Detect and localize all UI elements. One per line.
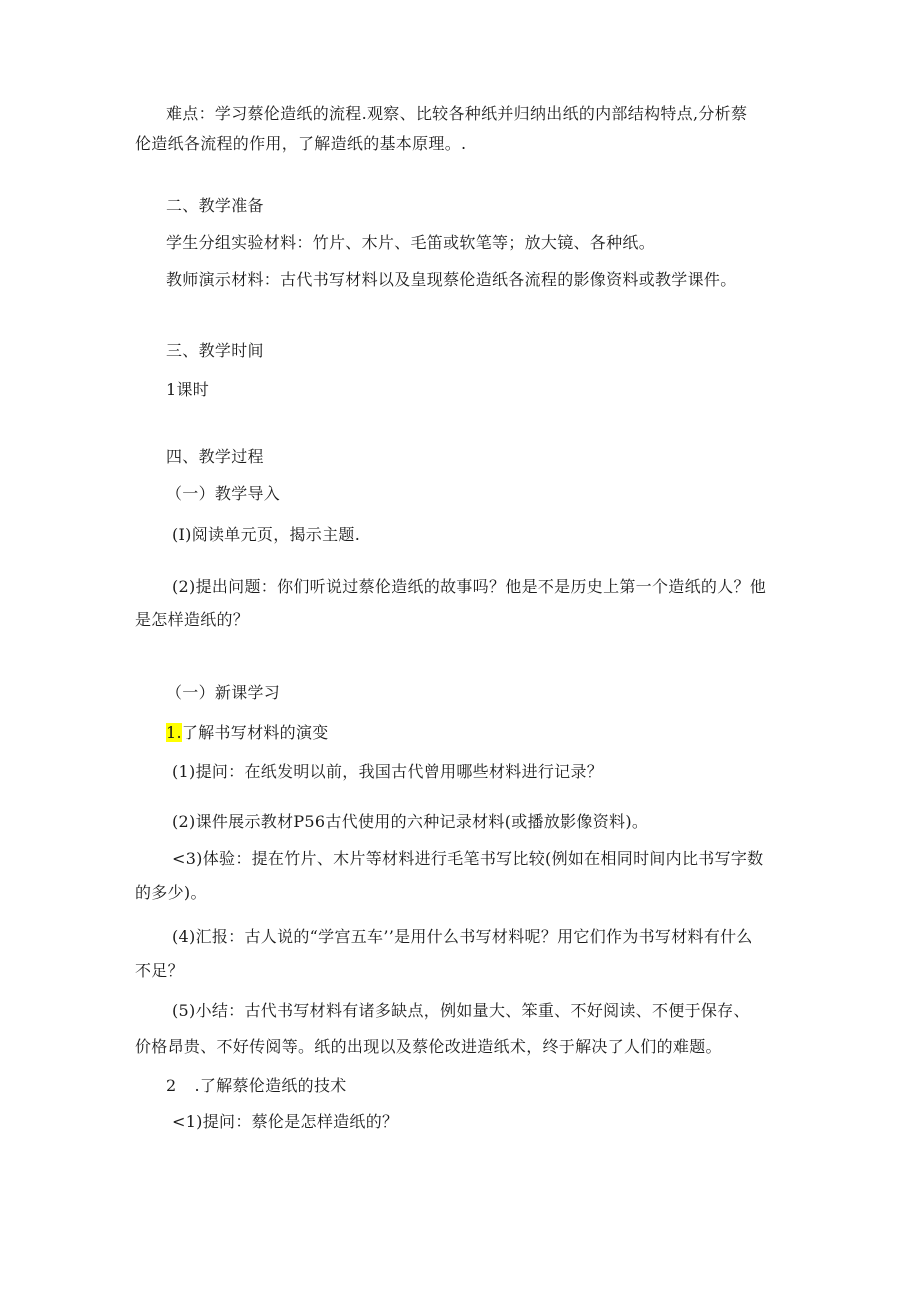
process-heading: 四、教学过程	[166, 447, 264, 466]
new-lesson-heading: （一）新课学习	[166, 683, 281, 702]
section-2-number: 2	[166, 1076, 177, 1095]
section-1-question-3-line-2: 的多少)。	[135, 883, 207, 902]
section-1-title	[166, 723, 329, 743]
time-value: 1课时	[166, 380, 210, 399]
intro-heading: （一）教学导入	[166, 484, 281, 503]
section-1-question-4-line-1: (4)汇报：古人说的“学宫五车’’是用什么书写材料呢？用它们作为书写材料有什么	[172, 927, 753, 946]
section-2-title-text: .了解蔡伦造纸的技术	[194, 1076, 347, 1095]
preparation-students: 学生分组实验材料：竹片、木片、毛笛或软笔等；放大镜、各种纸。	[166, 233, 656, 252]
section-1-number: 1.	[166, 723, 182, 742]
intro-item-2-line-2: 是怎样造纸的？	[135, 610, 250, 629]
preparation-teacher: 教师演示材料：古代书写材料以及皇现蔡伦造纸各流程的影像资料或教学课件。	[166, 270, 737, 289]
section-1-question-5-line-2: 价格昂贵、不好传阅等。纸的出现以及蔡伦改进造纸术，终于解决了人们的难题。	[135, 1037, 722, 1056]
section-2-question-1: <1)提问：蔡伦是怎样造纸的？	[172, 1112, 399, 1131]
section-1-question-3-line-1: <3)体验：提在竹片、木片等材料进行毛笔书写比较(例如在相同时间内比书写字数	[172, 849, 764, 868]
intro-item-2-line-1: (2)提出问题：你们听说过蔡伦造纸的故事吗？他是不是历史上第一个造纸的人？他	[172, 577, 767, 596]
section-1-question-4-line-2: 不足？	[135, 961, 184, 980]
difficulty-line-1: 难点：学习蔡伦造纸的流程.观察、比较各种纸并归纳出纸的内部结构特点,分析蔡	[166, 104, 748, 123]
section-2-title	[166, 1076, 347, 1096]
section-1-title-text: 了解书写材料的演变	[181, 723, 329, 742]
section-1-question-1: (1)提问：在纸发明以前，我国古代曾用哪些材料进行记录？	[172, 762, 604, 781]
section-1-question-5-line-1: (5)小结：古代书写材料有诸多缺点，例如量大、笨重、不好阅读、不便于保存、	[172, 1001, 750, 1020]
section-1-question-2: (2)课件展示教材P56古代使用的六种记录材料(或播放影像资料)。	[172, 812, 649, 831]
time-heading: 三、教学时间	[166, 341, 264, 360]
intro-item-1: (I)阅读单元页，揭示主题.	[172, 525, 361, 544]
preparation-heading: 二、教学准备	[166, 196, 264, 215]
difficulty-line-2: 伦造纸各流程的作用，了解造纸的基本原理。.	[135, 134, 467, 153]
